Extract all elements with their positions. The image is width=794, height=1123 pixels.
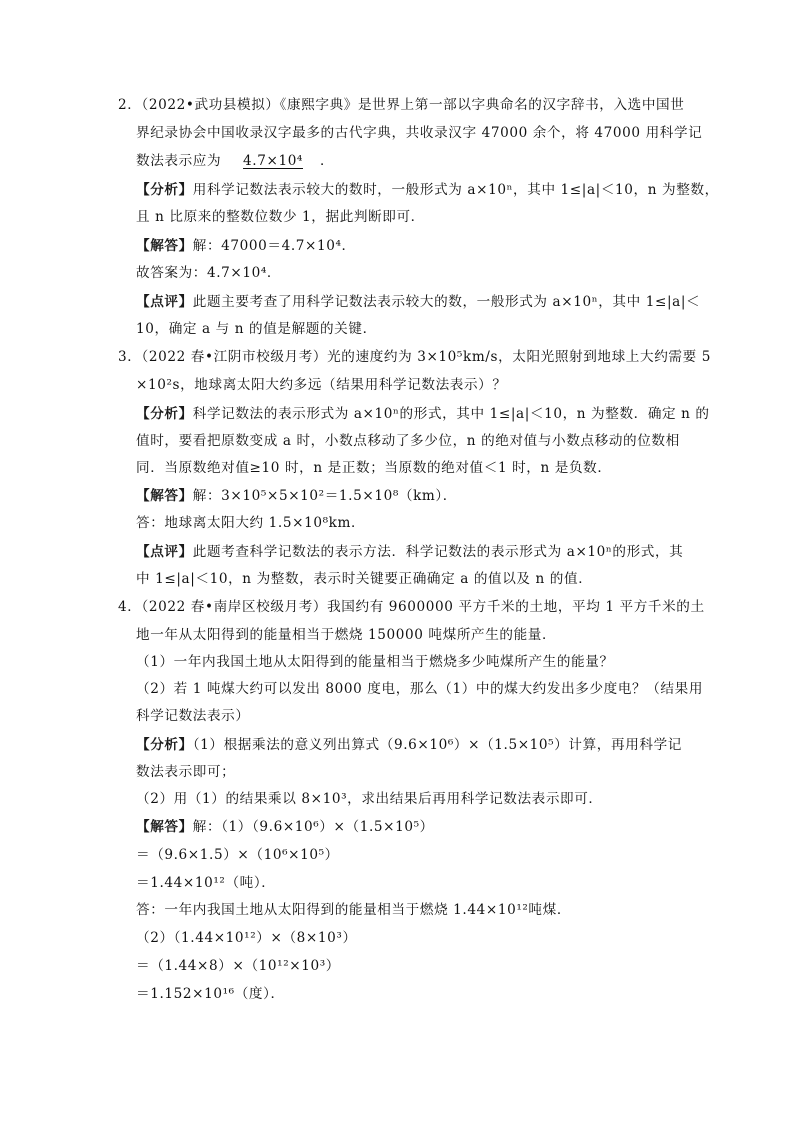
q4-analysis-line-3: （2）用（1）的结果乘以 8×10³，求出结果后再用科学记数法表示即可．	[136, 791, 603, 807]
q3-comment-line-1	[136, 542, 683, 562]
q2-analysis-line-2: 且 n 比原来的整数位数少 1，据此判断即可．	[136, 209, 425, 225]
q4-analysis-line-1	[136, 735, 682, 755]
analysis-tag: 【分析】	[136, 182, 193, 198]
q2-analysis-text-1: 用科学记数法表示较大的数时，一般形式为 a×10ⁿ，其中 1≤|a|＜10，n 为整数，	[192, 182, 719, 198]
q4-analysis-text-1: （1）根据乘法的意义列出算式（9.6×10⁶）×（1.5×10⁵）计算，再用科学记	[192, 737, 682, 753]
q4-subquestion-2-line-1: （2）若 1 吨煤大约可以发出 8000 度电，那么（1）中的煤大约发出多少度电？（结果用	[136, 681, 704, 697]
q2-comment-text-1: 此题主要考查了用科学记数法表示较大的数，一般形式为 a×10ⁿ，其中 1≤|a|＜	[192, 294, 701, 310]
q2-stem-suffix: ．	[319, 153, 335, 169]
q2-comment-line-1	[136, 292, 700, 312]
q4-subquestion-1: （1）一年内我国土地从太阳得到的能量相当于燃烧多少吨煤所产生的能量？	[136, 654, 614, 670]
q2-solution-line-1	[136, 236, 356, 256]
q4-solution-text-1: 解：（1）（9.6×10⁶）×（1.5×10⁵）	[192, 819, 434, 835]
analysis-tag: 【分析】	[136, 737, 193, 753]
q3-solution-line-1	[136, 486, 457, 506]
q4-solution-line-2: ＝（9.6×1.5）×（10⁶×10⁵）	[136, 847, 339, 863]
q2-stem-line-3	[136, 151, 334, 171]
analysis-tag: 【分析】	[136, 406, 193, 422]
q2-comment-line-2: 10，确定 a 与 n 的值是解题的关键．	[136, 321, 377, 337]
solution-tag: 【解答】	[136, 488, 193, 504]
q2-solution-line-2: 故答案为：4.7×10⁴．	[136, 265, 282, 281]
q4-subquestion-2-line-2: 科学记数法表示）	[136, 708, 250, 724]
q2-stem-line-1: 2．（2022•武功县模拟）《康熙字典》是世界上第一部以字典命名的汉字辞书，入选中国世	[118, 97, 685, 113]
solution-tag: 【解答】	[136, 819, 193, 835]
q3-comment-text-1: 此题考查科学记数法的表示方法．科学记数法的表示形式为 a×10ⁿ的形式，其	[192, 544, 684, 560]
q4-stem-line-1: 4．（2022 春•南岸区校级月考）我国约有 9600000 平方千米的土地，平均 1 平方千米的土	[118, 599, 705, 615]
q3-analysis-text-1: 科学记数法的表示形式为 a×10ⁿ的形式，其中 1≤|a|＜10，n 为整数．确定 n 的	[192, 406, 710, 422]
q4-solution-line-6: ＝（1.44×8）×（10¹²×10³）	[136, 958, 340, 974]
q3-solution-line-2: 答：地球离太阳大约 1.5×10⁸km．	[136, 515, 366, 531]
q4-solution-line-3: ＝1.44×10¹²（吨）．	[136, 875, 276, 891]
q4-solution-line-7: ＝1.152×10¹⁶（度）．	[136, 986, 285, 1002]
q4-solution-line-5: （2）（1.44×10¹²）×（8×10³）	[136, 930, 357, 946]
q3-stem-line-1: 3．（2022 春•江阴市校级月考）光的速度约为 3×10⁵km/s，太阳光照射到地球上大约需要 5	[118, 349, 711, 365]
q3-analysis-line-2: 值时，要看把原数变成 a 时，小数点移动了多少位，n 的绝对值与小数点移动的位数相	[136, 433, 680, 449]
q3-analysis-line-1	[136, 404, 710, 424]
q2-stem-prefix: 数法表示应为	[136, 153, 222, 169]
q4-stem-line-2: 地一年从太阳得到的能量相当于燃烧 150000 吨煤所产生的能量．	[136, 627, 557, 643]
q4-solution-line-1	[136, 817, 434, 837]
q3-stem-line-2: ×10²s，地球离太阳大约多远（结果用科学记数法表示）？	[136, 377, 507, 393]
q3-comment-line-2: 中 1≤|a|＜10，n 为整数，表示时关键要正确确定 a 的值以及 n 的值．	[136, 571, 593, 587]
q3-analysis-line-3: 同．当原数绝对值≥10 时，n 是正数；当原数的绝对值＜1 时，n 是负数．	[136, 460, 612, 476]
q2-analysis-line-1	[136, 180, 719, 200]
q2-stem-line-2: 界纪录协会中国收录汉字最多的古代字典，共收录汉字 47000 余个，将 47000 用科学记	[136, 125, 703, 141]
comment-tag: 【点评】	[136, 294, 193, 310]
q2-solution-text-1: 解：47000＝4.7×10⁴．	[192, 238, 356, 254]
q2-answer-blank: 4.7×10⁴	[243, 153, 303, 169]
q4-solution-line-4: 答：一年内我国土地从太阳得到的能量相当于燃烧 1.44×10¹²吨煤．	[136, 902, 572, 918]
solution-tag: 【解答】	[136, 238, 193, 254]
q3-solution-text-1: 解：3×10⁵×5×10²＝1.5×10⁸（km）．	[192, 488, 457, 504]
q4-analysis-line-2: 数法表示即可；	[136, 764, 236, 780]
comment-tag: 【点评】	[136, 544, 193, 560]
